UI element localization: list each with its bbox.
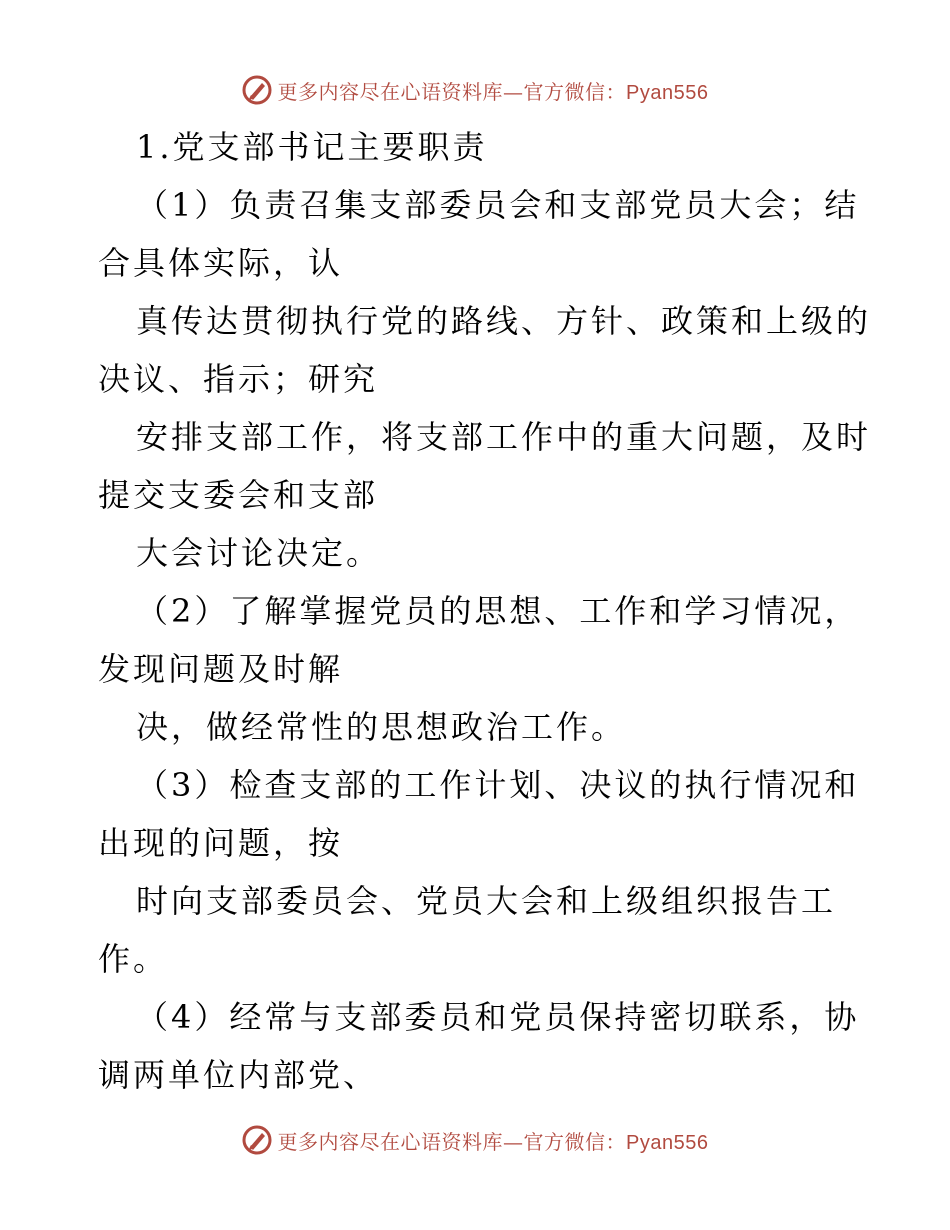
- paragraph-line: 决议、指示；研究: [98, 360, 379, 398]
- watermark-wechat-id: Pyan556: [626, 1131, 709, 1154]
- watermark-wechat-id: Pyan556: [626, 81, 709, 104]
- paragraph-line: 调两单位内部党、: [98, 1056, 379, 1094]
- watermark-wechat-label: 官方微信：: [523, 1129, 627, 1154]
- watermark-dash: —: [503, 79, 524, 104]
- paragraph-line: 真传达贯彻执行党的路线、方针、政策和上级的: [136, 302, 872, 340]
- watermark-main: 更多内容尽在心语资料库: [277, 1129, 504, 1154]
- document-body: [98, 118, 872, 1104]
- watermark-wechat-label: 官方微信：: [523, 79, 627, 104]
- paragraph-line: 决，做经常性的思想政治工作。: [136, 708, 627, 746]
- paragraph-line: 发现问题及时解: [98, 650, 344, 688]
- paragraph-line: 时向支部委员会、党员大会和上级组织报告工: [136, 882, 837, 920]
- pen-logo-icon: [242, 1125, 272, 1155]
- paragraph-line: 安排支部工作，将支部工作中的重大问题，及时: [136, 418, 872, 456]
- paragraph-line: 出现的问题，按: [98, 824, 344, 862]
- paragraph-line: （1）负责召集支部委员会和支部党员大会；结: [136, 186, 860, 224]
- paragraph-line: 作。: [98, 940, 169, 978]
- paragraph-line: 合具体实际，认: [98, 244, 344, 282]
- paragraph-line: （3）检查支部的工作计划、决议的执行情况和: [136, 766, 860, 804]
- section-title: 1.党支部书记主要职责: [136, 128, 488, 166]
- paragraph-line: （4）经常与支部委员和党员保持密切联系，协: [136, 998, 860, 1036]
- pen-logo-icon: [242, 75, 272, 105]
- paragraph-line: 提交支委会和支部: [98, 476, 379, 514]
- paragraph-line: （2）了解掌握党员的思想、工作和学习情况，: [136, 592, 860, 630]
- watermark-text: [278, 76, 709, 105]
- footer-watermark: [0, 1120, 950, 1160]
- header-watermark: [0, 70, 950, 110]
- paragraph-line: 大会讨论决定。: [136, 534, 382, 572]
- watermark-main: 更多内容尽在心语资料库: [277, 79, 504, 104]
- watermark-text: [278, 1126, 709, 1155]
- watermark-dash: —: [503, 1129, 524, 1154]
